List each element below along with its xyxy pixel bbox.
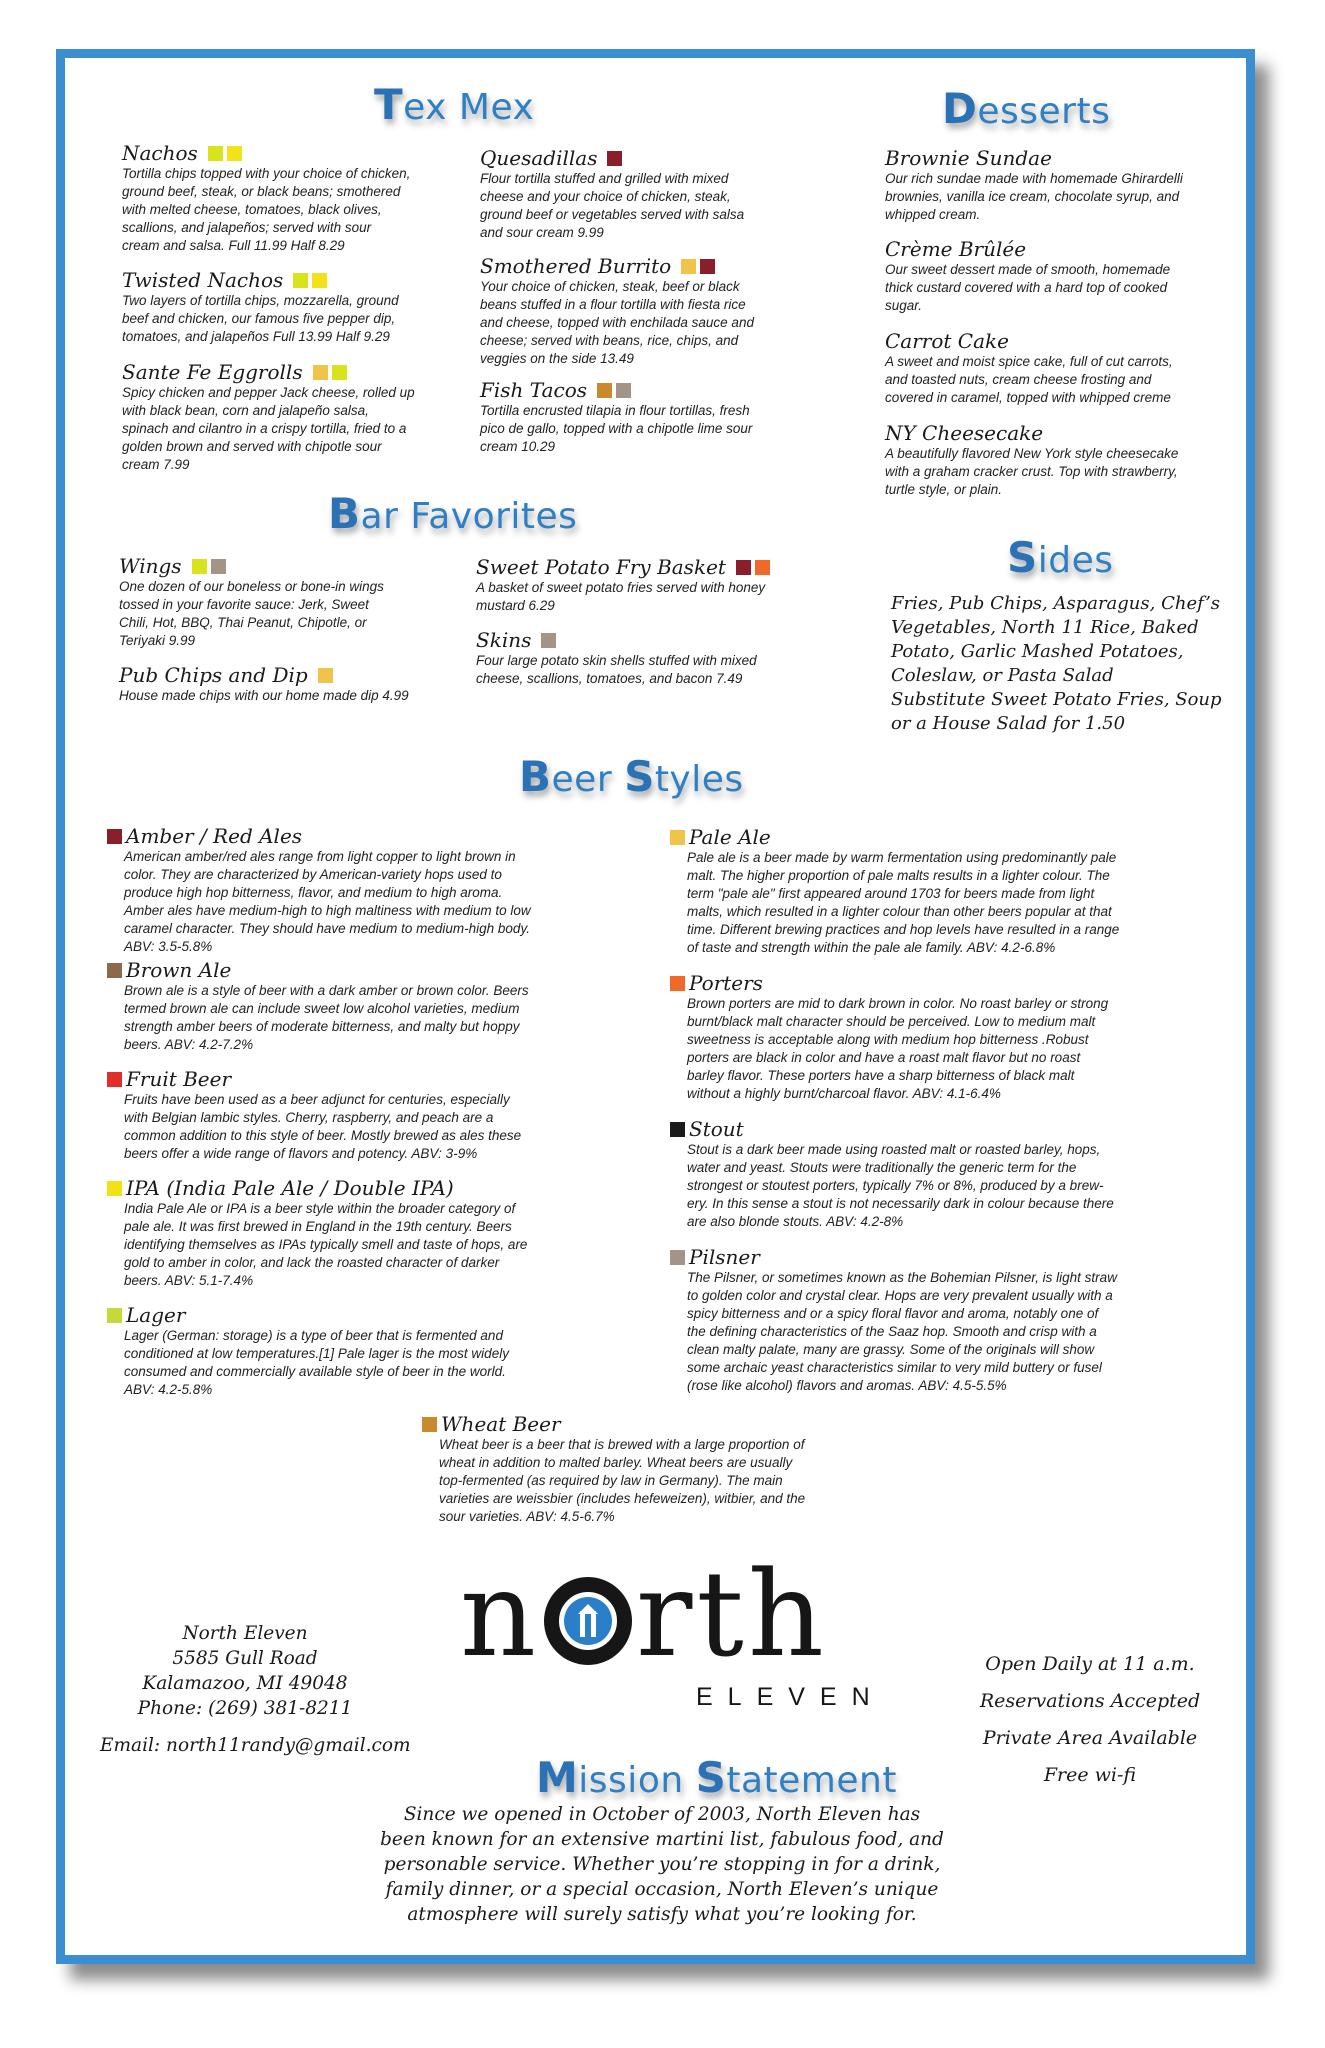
color-swatch [670, 1250, 685, 1265]
diet-marker-yellow [227, 146, 242, 161]
item-name: Sante Fe Eggrolls [122, 360, 303, 384]
item-description: Spicy chicken and pepper Jack cheese, rolled up with black bean, corn and jalapeño salsa, spinach and cilantro in a crispy tortilla, fried to a golden brown and served with chipotle sour cream 7.99 [122, 385, 415, 472]
item-description: Flour tortilla stuffed and grilled with mixed cheese and your choice of chicken, steak, ground beef or vegetables served with salsa and sour cream 9.99 [480, 171, 745, 240]
item-name: NY Cheesecake [885, 421, 1044, 445]
logo-wordmark: n rth [460, 1545, 828, 1683]
item-name: Fish Tacos [480, 378, 587, 402]
diet-marker-taupe [211, 559, 226, 574]
diet-marker-gold [681, 259, 696, 274]
beer-style-name: Amber / Red Ales [126, 824, 303, 848]
item-description: A basket of sweet potato fries served with honey mustard 6.29 [476, 580, 766, 613]
item-name: Smothered Burrito [480, 254, 672, 278]
beer-style-lager [107, 1303, 587, 1399]
beer-style-description: Brown ale is a style of beer with a dark amber or brown color. Beers termed brown ale can include sweet low alcohol varieties, medium strength amber beers of moderate bitterness, and malty but hoppy beers. ABV: 4.2-7.2% [124, 983, 529, 1052]
menu-item-carrot-cake [885, 329, 1245, 407]
item-name: Pub Chips and Dip [119, 663, 308, 687]
beer-style-wheat-beer [422, 1412, 902, 1526]
diet-marker-lime [192, 559, 207, 574]
item-name: Quesadillas [480, 146, 598, 170]
item-description: One dozen of our boneless or bone-in wings tossed in your favorite sauce: Jerk, Sweet Chili, Hot, BBQ, Thai Peanut, Chipotle, or Teriyaki 9.99 [119, 579, 384, 648]
item-description: Tortilla chips topped with your choice of chicken, ground beef, steak, or black beans; smothered with melted cheese, tomatoes, black olives, scallions, and jalapeños; served with sour cream and salsa. Full 11.99 Half 8.29 [122, 166, 411, 253]
street-address: 5585 Gull Road [172, 1648, 318, 1669]
bar-favorites-heading: Bar Favorites [328, 489, 578, 538]
beer-style-name: Lager [126, 1303, 186, 1327]
menu-item-wings [119, 554, 459, 650]
item-description: Two layers of tortilla chips, mozzarella, ground beef and chicken, our famous five pepper dip, tomatoes, and jalapeños Full 13.99 Half 9.29 [122, 293, 399, 344]
item-description: Your choice of chicken, steak, beef or black beans stuffed in a flour tortilla with fiesta rice and cheese, topped with enchilada sauce and cheese; served with beans, rice, chips, and veggies on the side 13.49 [480, 279, 754, 366]
color-swatch [107, 963, 122, 978]
item-description: Our sweet dessert made of smooth, homemade thick custard covered with a hard top of cooked sugar. [885, 262, 1171, 313]
north-eleven-logo [460, 1545, 885, 1715]
item-description: House made chips with our home made dip 4.99 [119, 688, 409, 703]
menu-item-twisted-nachos [122, 268, 462, 346]
logo-o-emblem-icon [544, 1577, 632, 1665]
color-swatch [107, 1308, 122, 1323]
beer-style-description: India Pale Ale or IPA is a beer style within the broader category of pale ale. It was first brewed in England in the 19th century. Beers identifying themselves as IPAs typically smell and taste of hops, are gold to amber in color, and lack the roasted character of darker beers. ABV: 5.1-7.4% [124, 1201, 528, 1288]
menu-item-quesadillas [480, 146, 820, 242]
item-description: Our rich sundae made with homemade Ghirardelli brownies, vanilla ice cream, chocolate syrup, and whipped cream. [885, 171, 1183, 222]
diet-marker-yellow [312, 273, 327, 288]
item-name: Twisted Nachos [122, 268, 284, 292]
item-name: Nachos [122, 141, 198, 165]
beer-style-name: Wheat Beer [441, 1412, 561, 1436]
menu-item-skins [476, 628, 836, 688]
beer-style-brown-ale [107, 958, 587, 1054]
beer-style-description: American amber/red ales range from light copper to light brown in color. They are characterized by American-variety hops used to produce high hop bitterness, flavor, and medium to high aroma. Amber ales have medium-high to high maltiness with medium to low caramel character. They should have medium to medium-high body. ABV: 3.5-5.8% [124, 849, 531, 954]
phone-number: Phone: (269) 381-8211 [137, 1698, 353, 1719]
sides-heading: Sides [1007, 533, 1114, 582]
menu-item-brownie-sundae [885, 146, 1245, 224]
item-name: Sweet Potato Fry Basket [476, 555, 726, 579]
item-name: Carrot Cake [885, 329, 1009, 353]
item-description: A beautifully flavored New York style cheesecake with a graham cracker crust. Top with strawberry, turtle style, or plain. [885, 446, 1179, 497]
item-description: Four large potato skin shells stuffed with mixed cheese, scallions, tomatoes, and bacon 7.49 [476, 653, 757, 686]
beer-style-fruit-beer [107, 1067, 587, 1163]
diet-marker-lime [208, 146, 223, 161]
diet-marker-gold [318, 668, 333, 683]
sides-list: Fries, Pub Chips, Asparagus, Chef’s Vegetables, North 11 Rice, Baked Potato, Garlic Mashed Potatoes, Coleslaw, or Pasta Salad Substitute Sweet Potato Fries, Soup or a House Salad for 1.50 [891, 593, 1222, 734]
diet-marker-maroon [736, 560, 751, 575]
logo-subtitle: ELEVEN [696, 1683, 885, 1711]
menu-item-creme-brulee [885, 237, 1245, 315]
beer-style-name: Pale Ale [689, 825, 771, 849]
beer-styles-heading: Beer Styles [519, 752, 744, 801]
beer-style-ipa [107, 1176, 587, 1290]
menu-item-sante-fe-eggrolls [122, 360, 462, 474]
beer-style-pale-ale [670, 825, 1190, 957]
beer-style-description: Pale ale is a beer made by warm fermentation using predominantly pale malt. The higher proportion of pale malts results in a lighter colour. The term "pale ale" first appeared around 1703 for beers made from light malts, which resulted in a lighter colour than other beers popular at that time. Different brewing practices and hop levels have resulted in a range of taste and strength within the pale ale family. ABV: 4.2-6.8% [687, 850, 1120, 955]
mission-statement-text: Since we opened in October of 2003, North Eleven has been known for an extensive martini list, fabulous food, and personable service. Whether you’re stopping in for a drink, family dinner, or a special occasion, North Eleven’s unique atmosphere will surely satisfy what you’re looking for. [380, 1804, 944, 1925]
color-swatch [670, 976, 685, 991]
item-name: Brownie Sundae [885, 146, 1052, 170]
beer-style-description: Brown porters are mid to dark brown in color. No roast barley or strong burnt/black malt character should be perceived. Low to medium malt sweetness is acceptable along with medium hop bitterness .Robust porters are black in color and have a roast malt flavor but no roast barley flavor. These porters have a sharp bitterness of black malt without a highly burnt/charcoal flavor. ABV: 4.1-6.4% [687, 996, 1109, 1101]
tex-mex-heading: Tex Mex [374, 80, 535, 129]
color-swatch [107, 829, 122, 844]
color-swatch [107, 1181, 122, 1196]
beer-style-description: Stout is a dark beer made using roasted malt or roasted barley, hops, water and yeast. Stouts were traditionally the generic term for the strongest or stoutest porters, typically 7% or 8%, produced by a brew- ery. In this sense a stout is not necessarily dark in colour because there are also blonde stouts. ABV: 4.2-8% [687, 1142, 1114, 1229]
menu-item-fish-tacos [480, 378, 820, 456]
diet-marker-maroon [700, 259, 715, 274]
item-name: Wings [119, 554, 182, 578]
beer-style-description: Fruits have been used as a beer adjunct for centuries, especially with Belgian lambic styles. Cherry, raspberry, and peach are a common addition to this style of beer. Mostly brewed as ales these beers offer a wide range of flavors and potency. ABV: 3-9% [124, 1092, 522, 1161]
beer-style-name: IPA (India Pale Ale / Double IPA) [126, 1176, 454, 1200]
diet-marker-lime [293, 273, 308, 288]
item-description: Tortilla encrusted tilapia in flour tortillas, fresh pico de gallo, topped with a chipotle lime sour cream 10.29 [480, 403, 753, 454]
beer-style-porters [670, 971, 1190, 1103]
menu-item-smothered-burrito [480, 254, 820, 368]
beer-style-amber-red-ales [107, 824, 587, 956]
email-link[interactable]: Email: north11randy@gmail.com [100, 1735, 411, 1756]
menu-item-sweet-potato-fry-basket [476, 555, 836, 615]
menu-item-nachos [122, 141, 462, 255]
diet-marker-gold [313, 365, 328, 380]
hours-block: Open Daily at 11 a.m. Reservations Accepted Private Area Available Free wi-fi [979, 1653, 1201, 1786]
color-swatch [107, 1072, 122, 1087]
item-name: Skins [476, 628, 532, 652]
beer-style-pilsner [670, 1245, 1190, 1395]
item-name: Crème Brûlée [885, 237, 1027, 261]
diet-marker-lime [332, 365, 347, 380]
diet-marker-taupe [541, 633, 556, 648]
color-swatch [670, 830, 685, 845]
beer-style-name: Stout [689, 1117, 744, 1141]
beer-style-description: The Pilsner, or sometimes known as the Bohemian Pilsner, is light straw to golden color and crystal clear. Hops are very prevalent usually with a spicy bitterness and or a spicy floral flavor and aroma, notably one of the defining characteristics of the Saaz hop. Smooth and crisp with a clean malty palate, many are grassy. Some of the originals will show some archaic yeast characteristics similar to very mild buttery or fusel (rose like alcohol) flavors and aromas. ABV: 4.5-5.5% [687, 1270, 1117, 1393]
menu-item-ny-cheesecake [885, 421, 1245, 499]
beer-style-description: Lager (German: storage) is a type of beer that is fermented and conditioned at low temperatures.[1] Pale lager is the most widely consumed and commercially available style of beer in the world. ABV: 4.2-5.8% [124, 1328, 509, 1397]
desserts-heading: Desserts [942, 84, 1111, 133]
diet-marker-maroon [607, 151, 622, 166]
beer-style-name: Porters [689, 971, 763, 995]
diet-marker-amber [597, 383, 612, 398]
city-state-zip: Kalamazoo, MI 49048 [142, 1673, 348, 1694]
color-swatch [670, 1122, 685, 1137]
beer-style-name: Brown Ale [126, 958, 232, 982]
beer-style-name: Pilsner [689, 1245, 760, 1269]
diet-marker-taupe [616, 383, 631, 398]
color-swatch [422, 1417, 437, 1432]
restaurant-name: North Eleven [182, 1623, 308, 1644]
contact-block [100, 1621, 411, 1758]
beer-style-description: Wheat beer is a beer that is brewed with a large proportion of wheat in addition to malted barley. Wheat beers are usually top-fermented (as required by law in Germany). The main varieties are weissbier (includes hefeweizen), witbier, and the sour varieties. ABV: 4.5-6.7% [439, 1437, 806, 1524]
beer-style-name: Fruit Beer [126, 1067, 232, 1091]
item-description: A sweet and moist spice cake, full of cut carrots, and toasted nuts, cream cheese frosting and covered in caramel, topped with whipped creme [885, 354, 1173, 405]
menu-item-pub-chips-and-dip [119, 663, 479, 705]
diet-marker-orange [755, 560, 770, 575]
beer-style-stout [670, 1117, 1190, 1231]
mission-statement-heading: Mission Statement [536, 1753, 897, 1802]
